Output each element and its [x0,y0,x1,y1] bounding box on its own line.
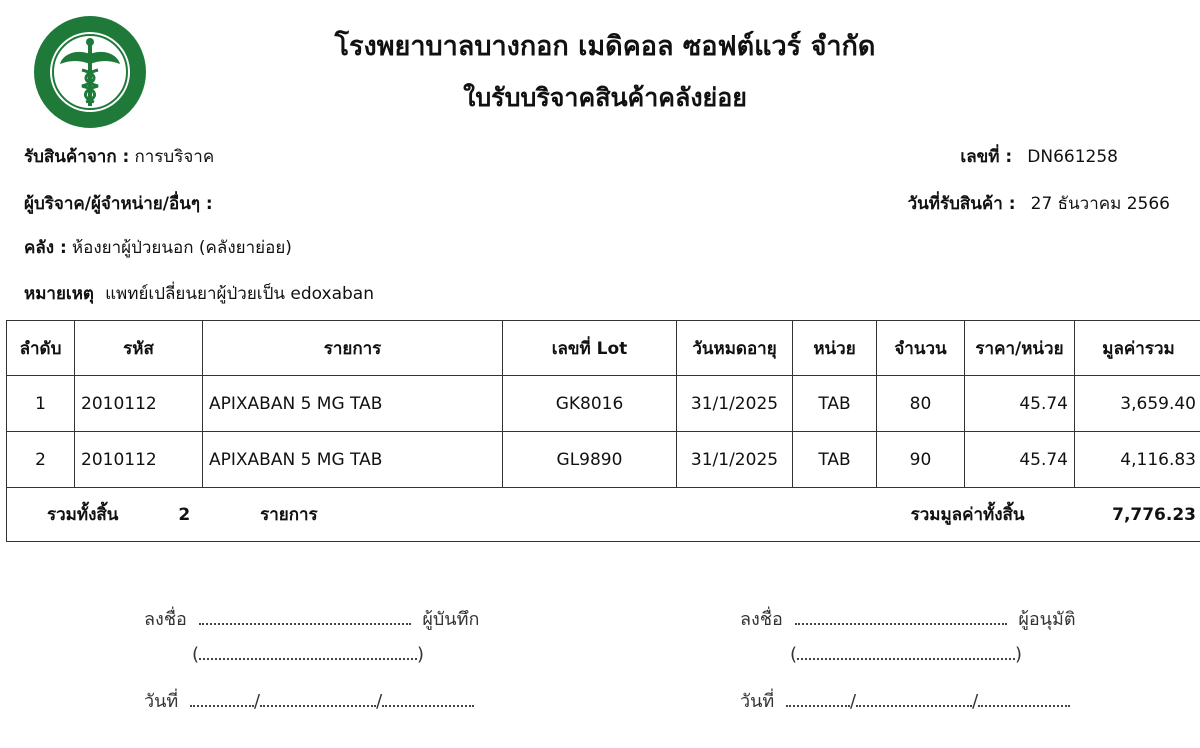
donor-label: ผู้บริจาค/ผู้จำหน่าย/อื่นๆ : [24,194,213,214]
total-value-label: รวมมูลค่าทั้งสิ้น [877,488,1075,542]
approver-month-dots [856,704,972,707]
row-quantity: 90 [877,432,965,488]
approver-date-line [740,686,1070,715]
items-table [6,320,1200,542]
recorder-open-paren: ( [192,644,200,665]
row-quantity: 80 [877,376,965,432]
header-unit-price: ราคา/หน่วย [965,321,1075,376]
approver-close-paren: ) [1015,644,1023,665]
recorder-year-dots [382,704,474,707]
total-count-unit: รายการ [260,505,318,525]
row-item: APIXABAN 5 MG TAB [203,376,503,432]
approver-name-dots [797,657,1015,660]
row-item: APIXABAN 5 MG TAB [203,432,503,488]
total-value: 7,776.23 [1075,488,1200,542]
remark-row [24,280,374,307]
document-title: ใบรับบริจาคสินค้าคลังย่อย [463,83,747,112]
approver-sign-dots [795,622,1007,625]
row-lot: GL9890 [503,432,677,488]
approver-date-slash2: / [972,691,979,712]
row-seq: 2 [7,432,75,488]
row-unit-price: 45.74 [965,376,1075,432]
row-expiry: 31/1/2025 [677,376,793,432]
total-count: 2 [178,505,191,525]
approver-name-line [790,644,1022,665]
approver-year-dots [978,704,1070,707]
approver-sign-label: ลงชื่อ [740,609,783,630]
table-row [7,376,1200,432]
recorder-date-slash1: / [254,691,261,712]
recorder-sign-dots [199,622,411,625]
warehouse-label: คลัง : [24,238,67,258]
approver-open-paren: ( [790,644,798,665]
header-item: รายการ [203,321,503,376]
recorder-label: ผู้บันทึก [422,609,480,630]
received-from-label: รับสินค้าจาก : [24,147,130,167]
warehouse-row [24,234,292,261]
recorder-date-label: วันที่ [144,691,179,712]
approver-date-slash1: / [850,691,857,712]
remark-value: แพทย์เปลี่ยนยาผู้ป่วยเป็น edoxaban [105,284,374,304]
approver-sign-line [740,604,1076,633]
recorder-month-dots [260,704,376,707]
header-quantity: จำนวน [877,321,965,376]
row-lot: GK8016 [503,376,677,432]
recorder-sign-line [144,604,479,633]
header-code: รหัส [75,321,203,376]
row-unit: TAB [793,432,877,488]
row-unit-price: 45.74 [965,432,1075,488]
recorder-name-dots [199,657,417,660]
approver-day-dots [786,704,850,707]
receive-date-row [908,190,1170,217]
doc-number-value: DN661258 [1027,147,1118,167]
received-from-row [24,143,214,170]
remark-label: หมายเหตุ [24,284,94,304]
recorder-day-dots [190,704,254,707]
recorder-sign-label: ลงชื่อ [144,609,187,630]
table-total-row [7,488,1200,542]
recorder-date-line [144,686,474,715]
donor-row [24,190,213,217]
organization-name: โรงพยาบาลบางกอก เมดิคอล ซอฟต์แวร์ จำกัด [334,31,876,62]
approver-date-label: วันที่ [740,691,775,712]
recorder-date-slash2: / [376,691,383,712]
doc-number-row [960,143,1118,170]
header-total-value: มูลค่ารวม [1075,321,1200,376]
receive-date-label: วันที่รับสินค้า : [907,194,1016,214]
approver-label: ผู้อนุมัติ [1018,609,1076,630]
row-expiry: 31/1/2025 [677,432,793,488]
total-summary-cell [7,488,877,542]
row-total-value: 3,659.40 [1075,376,1200,432]
receive-date-value: 27 ธันวาคม 2566 [1030,194,1170,214]
received-from-value: การบริจาค [134,147,215,167]
row-code: 2010112 [75,376,203,432]
row-code: 2010112 [75,432,203,488]
header-expiry: วันหมดอายุ [677,321,793,376]
header-unit: หน่วย [793,321,877,376]
header-lot: เลขที่ Lot [503,321,677,376]
table-header-row [7,321,1200,376]
table-row [7,432,1200,488]
total-label: รวมทั้งสิ้น [47,505,119,525]
recorder-name-line [192,644,424,665]
warehouse-value: ห้องยาผู้ป่วยนอก (คลังยาย่อย) [71,238,292,258]
row-total-value: 4,116.83 [1075,432,1200,488]
recorder-close-paren: ) [417,644,425,665]
header-seq: ลำดับ [7,321,75,376]
doc-number-label: เลขที่ : [960,147,1013,167]
row-unit: TAB [793,376,877,432]
row-seq: 1 [7,376,75,432]
